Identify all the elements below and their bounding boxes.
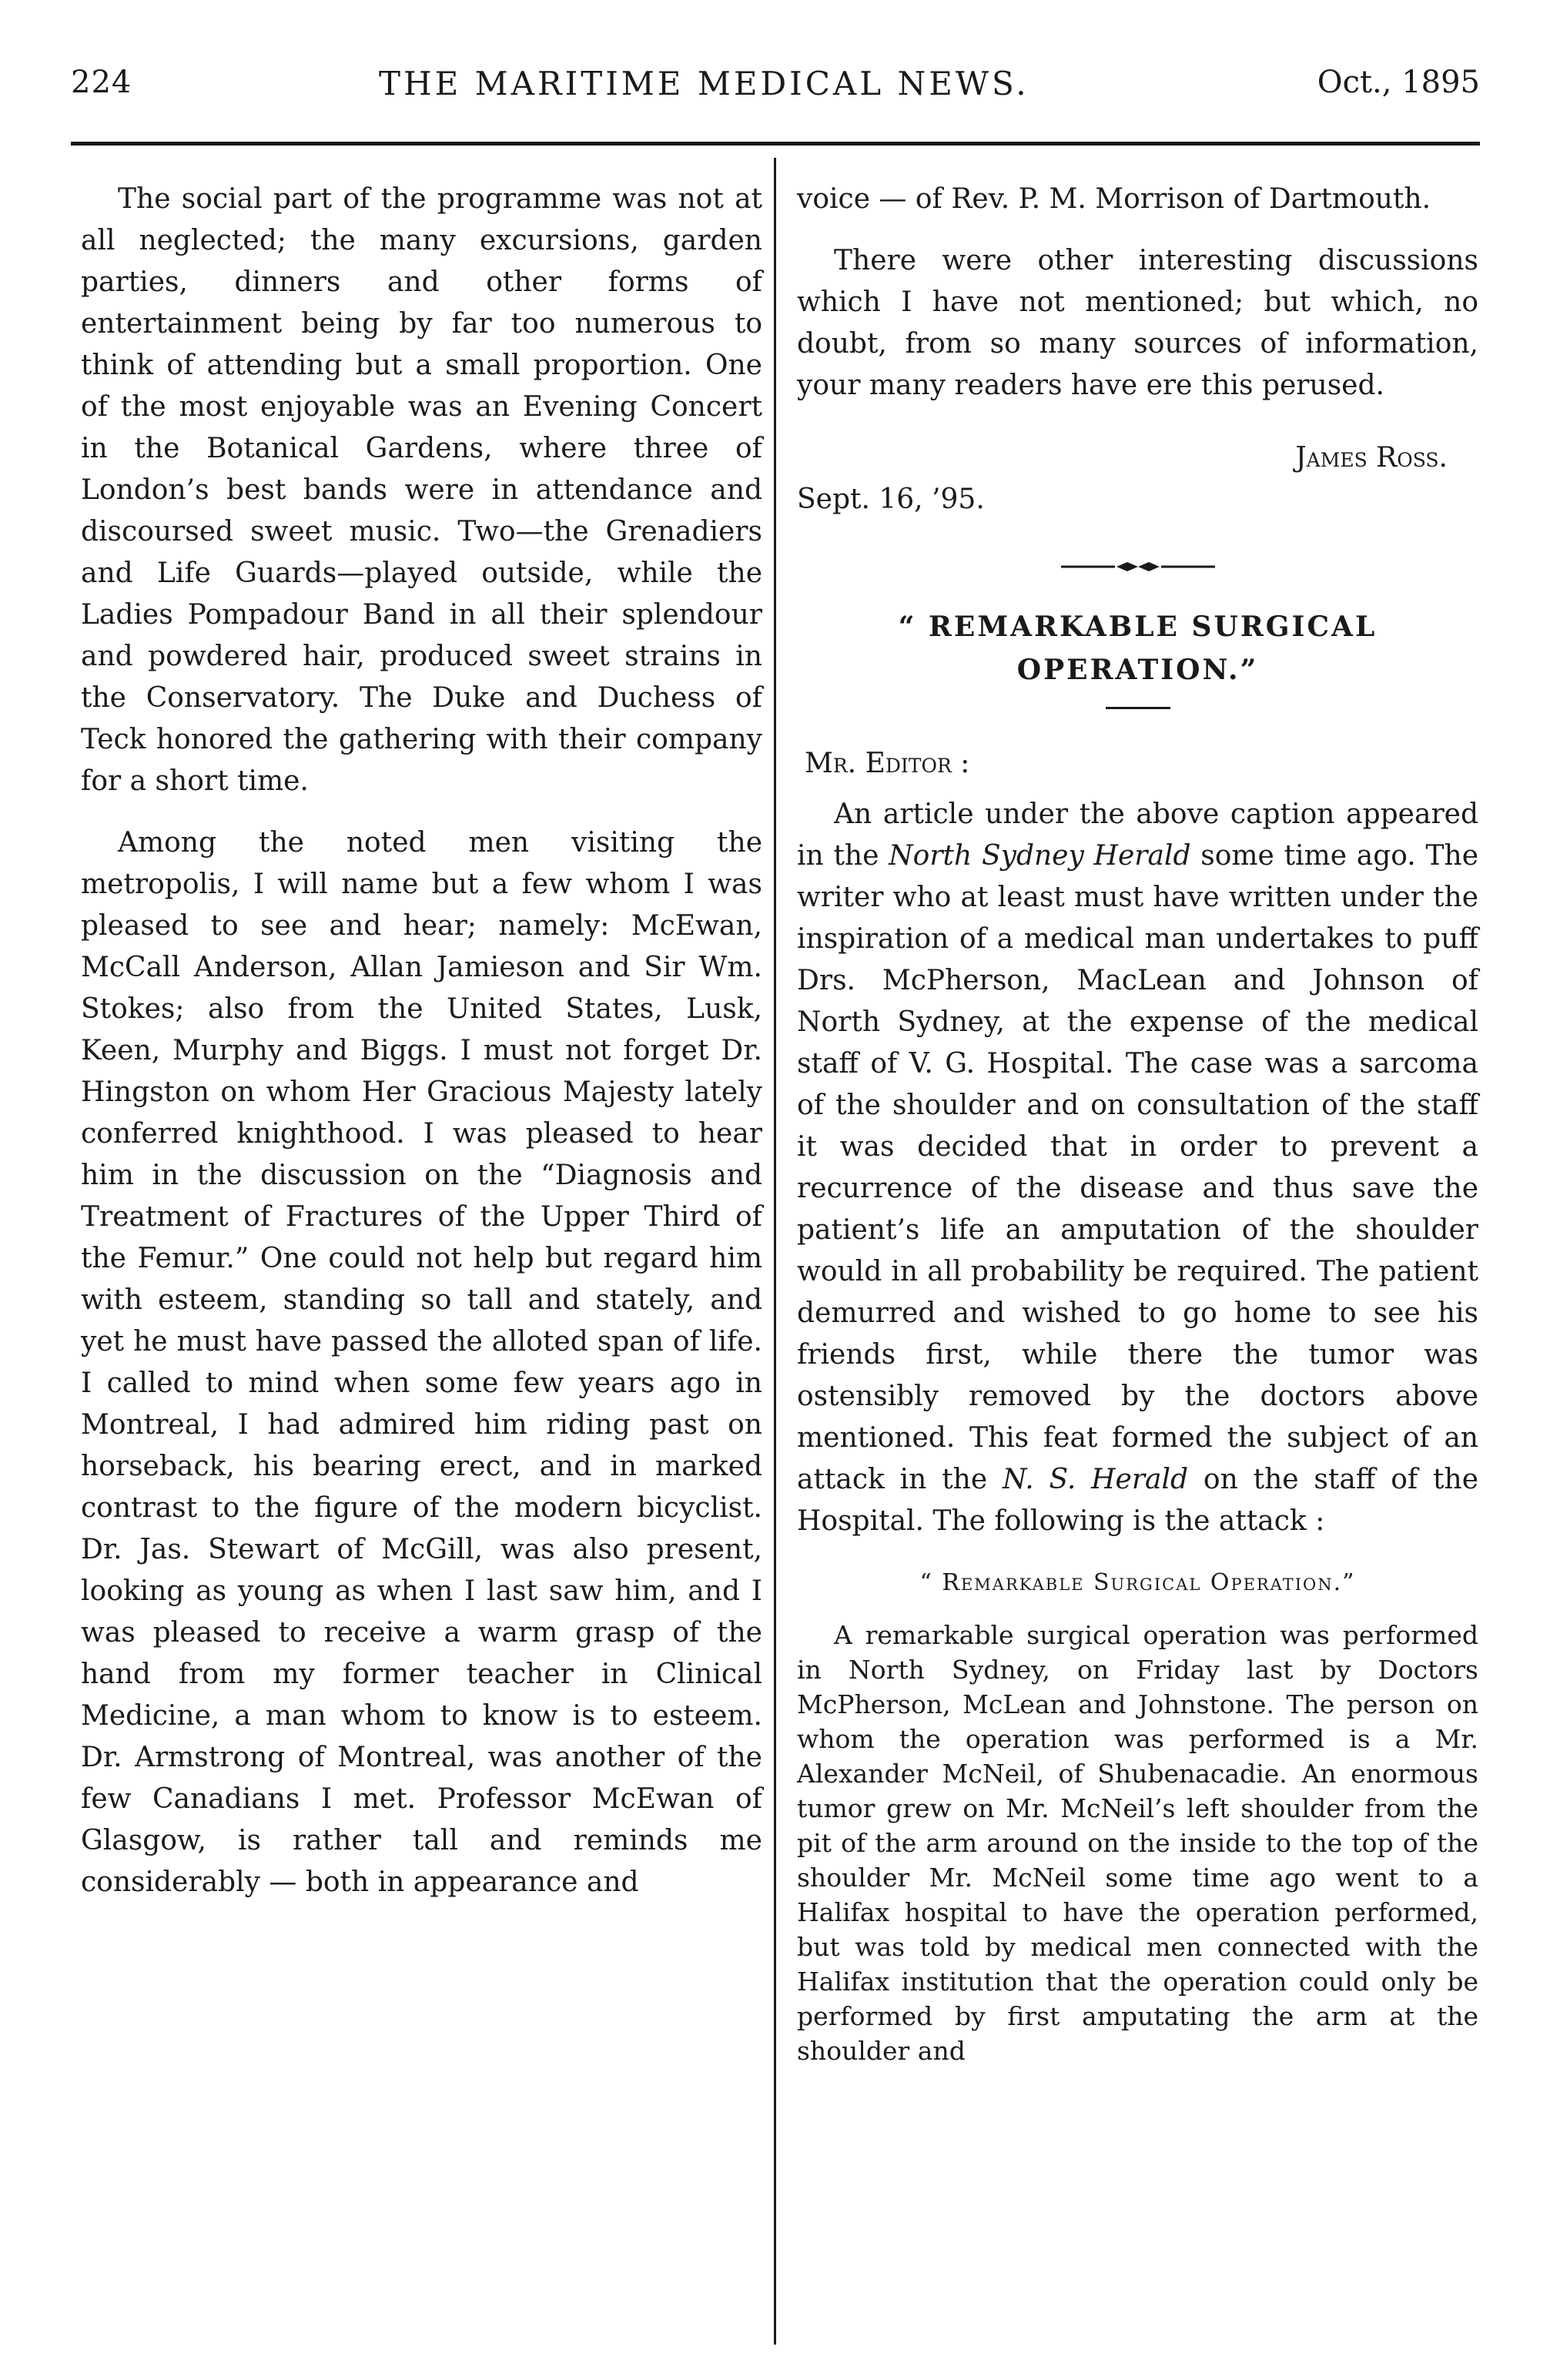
header-rule — [71, 142, 1480, 146]
paragraph-continuation: voice — of Rev. P. M. Morrison of Dartmouth. — [797, 183, 1431, 215]
quoted-article-paragraph: A remarkable surgical operation was performed in North Sydney, on Friday last by Doctors McPherson, McLean and Johnstone. The person on whom the operation was performed is a Mr. Alexander McNeil, of Shubenacadie. An enormous tumor grew on Mr. McNeil’s left shoulder from the pit of the arm around on the inside to the top of the shoulder Mr. McNeil some time ago went to a Halifax hospital to have the operation performed, but was told by medical men connected with the Halifax institution that the operation could only be performed by first amputating the arm at the shoulder and — [797, 1620, 1478, 2066]
page-header — [71, 65, 1480, 111]
issue-date: Oct., 1895 — [1317, 65, 1480, 100]
quoted-article-title: “ Remarkable Surgical Operation.” — [919, 1569, 1356, 1596]
author-signature: James Ross. — [1295, 442, 1448, 474]
paragraph-social-programme: The social part of the programme was not at all neglected; the many excursions, garden parties, dinners and other forms of entertainment being by far too numerous to think of attending but a small proportion. One of the most enjoyable was an Evening Concert in the Botanical Gardens, where three of London’s best bands were in attendance and discoursed sweet music. Two—the Grenadiers and Life Guards—played outside, while the Ladies Pompadour Band in all their splendour and powdered hair, produced sweet strains in the Conservatory. The Duke and Duchess of Teck honored the gathering with their company for a short time. — [81, 183, 762, 797]
article-text-3: on the staff of the Hospital. The following is the attack : — [797, 1464, 1479, 1537]
paragraph-noted-men: Among the noted men visiting the metropolis, I will name but a few whom I was pleased to see and hear; namely: McEwan, McCall Anderson, Allan Jamieson and Sir Wm. Stokes; also from the United States, Lusk, Keen, Murphy and Biggs. I must not forget Dr. Hingston on whom Her Gracious Majesty lately conferred knighthood. I was pleased to hear him in the discussion on the “Diagnosis and Treatment of Fractures of the Upper Third of the Femur.” One could not help but regard him with esteem, standing so tall and stately, and yet he must have passed the alloted span of life. I called to mind when some few years ago in Montreal, I had admired him riding past on horseback, his bearing erect, and in marked contrast to the figure of the modern bicyclist. Dr. Jas. Stewart of McGill, was also present, looking as young as when I last saw him, and I was pleased to receive a warm grasp of the hand from my former teacher in Clinical Medicine, a man whom to know is to esteem. Dr. Armstrong of Montreal, was another of the few Canadians I met. Professor McEwan of Glasgow, is rather tall and reminds me considerably — both in appearance and — [81, 827, 762, 1898]
left-column — [81, 179, 762, 1923]
right-column — [797, 179, 1478, 2068]
article-text-1: An article under the above caption appeared in the — [797, 798, 1478, 872]
newspaper-abbrev: N. S. Herald — [1003, 1464, 1189, 1495]
ornamental-divider-icon — [1061, 559, 1215, 574]
paragraph-article — [797, 794, 1478, 1542]
section-title: “ REMARKABLE SURGICAL OPERATION.” — [898, 611, 1378, 686]
letter-date: Sept. 16, ’95. — [797, 484, 985, 515]
column-divider — [774, 158, 776, 2345]
newspaper-name: North Sydney Herald — [889, 840, 1191, 872]
page-number: 224 — [71, 65, 132, 100]
salutation: Mr. Editor : — [805, 748, 970, 779]
paragraph-other-discussions: There were other interesting discussions which I have not mentioned; but which, no doubt, from so many sources of information, your many readers have ere this perused. — [797, 245, 1478, 401]
journal-title: THE MARITIME MEDICAL NEWS. — [379, 65, 1029, 102]
article-text-2: some time ago. The writer who at least must have written under the inspiration of a medical man undertakes to puff Drs. McPherson, MacLean and Johnson of North Sydney, at the expense of the medical staff of V. G. Hospital. The case was a sarcoma of the shoulder and on consultation of the staff it was decided that in order to prevent a recurrence of the disease and thus save the patient’s life an amputation of the shoulder would in all probability be required. The patient demurred and wished to go home to see his friends first, while there the tumor was ostensibly removed by the doctors above mentioned. This feat formed the subject of an attack in the — [797, 840, 1478, 1495]
title-rule — [1106, 707, 1170, 709]
